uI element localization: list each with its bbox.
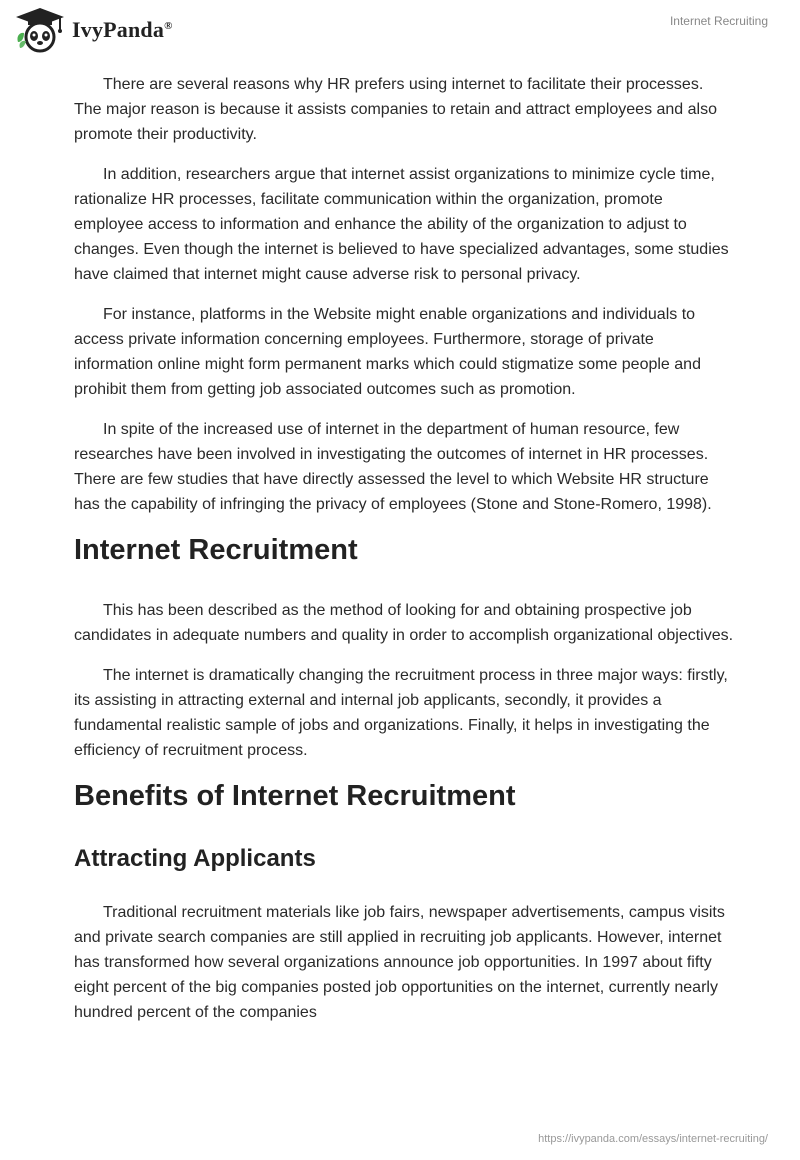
paragraph: Traditional recruitment materials like job fairs, newspaper advertisements, campus visits and private search companies are still applied in recruiting job applicants. However, internet has transformed how several organizations announce job opportunities. In 1997 about fifty eight percent of the big companies posted job opportunities on the internet, currently nearly hundred percent of the companies (74, 904, 725, 1021)
source-url[interactable]: https://ivypanda.com/essays/internet-recruiting/ (538, 1133, 768, 1145)
paragraph: In addition, researchers argue that internet assist organizations to minimize cycle time, rationalize HR processes, facilitate communication within the organization, promote employee access to information and enhance the ability of the organization to adjust to changes. Even though the internet is believed to have specialized advantages, some studies have claimed that internet might cause adverse risk to personal privacy. (74, 166, 729, 283)
ivypanda-logo[interactable] (14, 6, 173, 54)
paragraph: In spite of the increased use of internet in the department of human resource, few researches have been involved in investigating the outcomes of internet in HR processes. There are few studies that have directly assessed the level to which Website HR structure has the capability of infringing the privacy of employees (Stone and Stone-Romero, 1998). (74, 421, 712, 513)
registered-mark: ® (164, 20, 173, 32)
panda-graduate-icon (14, 6, 66, 54)
page-header (0, 0, 800, 60)
subheading-attracting-applicants: Attracting Applicants (74, 845, 316, 872)
heading-benefits: Benefits of Internet Recruitment (74, 780, 516, 812)
heading-internet-recruitment: Internet Recruitment (74, 534, 358, 566)
essay-content (74, 72, 734, 1040)
paragraph: There are several reasons why HR prefers using internet to facilitate their processes. The major reason is because it assists companies to retain and attract employees and also promote their productivity. (74, 76, 717, 143)
document-title: Internet Recruiting (669, 14, 768, 28)
paragraph: For instance, platforms in the Website might enable organizations and individuals to access private information concerning employees. Furthermore, storage of private information online might form permanent marks which could stigmatize some people and prohibit them from getting job associated outcomes such as promotion. (74, 306, 701, 398)
brand-name: IvyPanda® (72, 17, 173, 42)
paragraph: The internet is dramatically changing the recruitment process in three major ways: firstly, its assisting in attracting external and internal job applicants, secondly, it provides a fundamental realistic sample of jobs and organizations. Finally, it helps in investigating the efficiency of recruitment process. (74, 667, 728, 759)
paragraph: This has been described as the method of looking for and obtaining prospective job candidates in adequate numbers and quality in order to accomplish organizational objectives. (74, 602, 734, 644)
